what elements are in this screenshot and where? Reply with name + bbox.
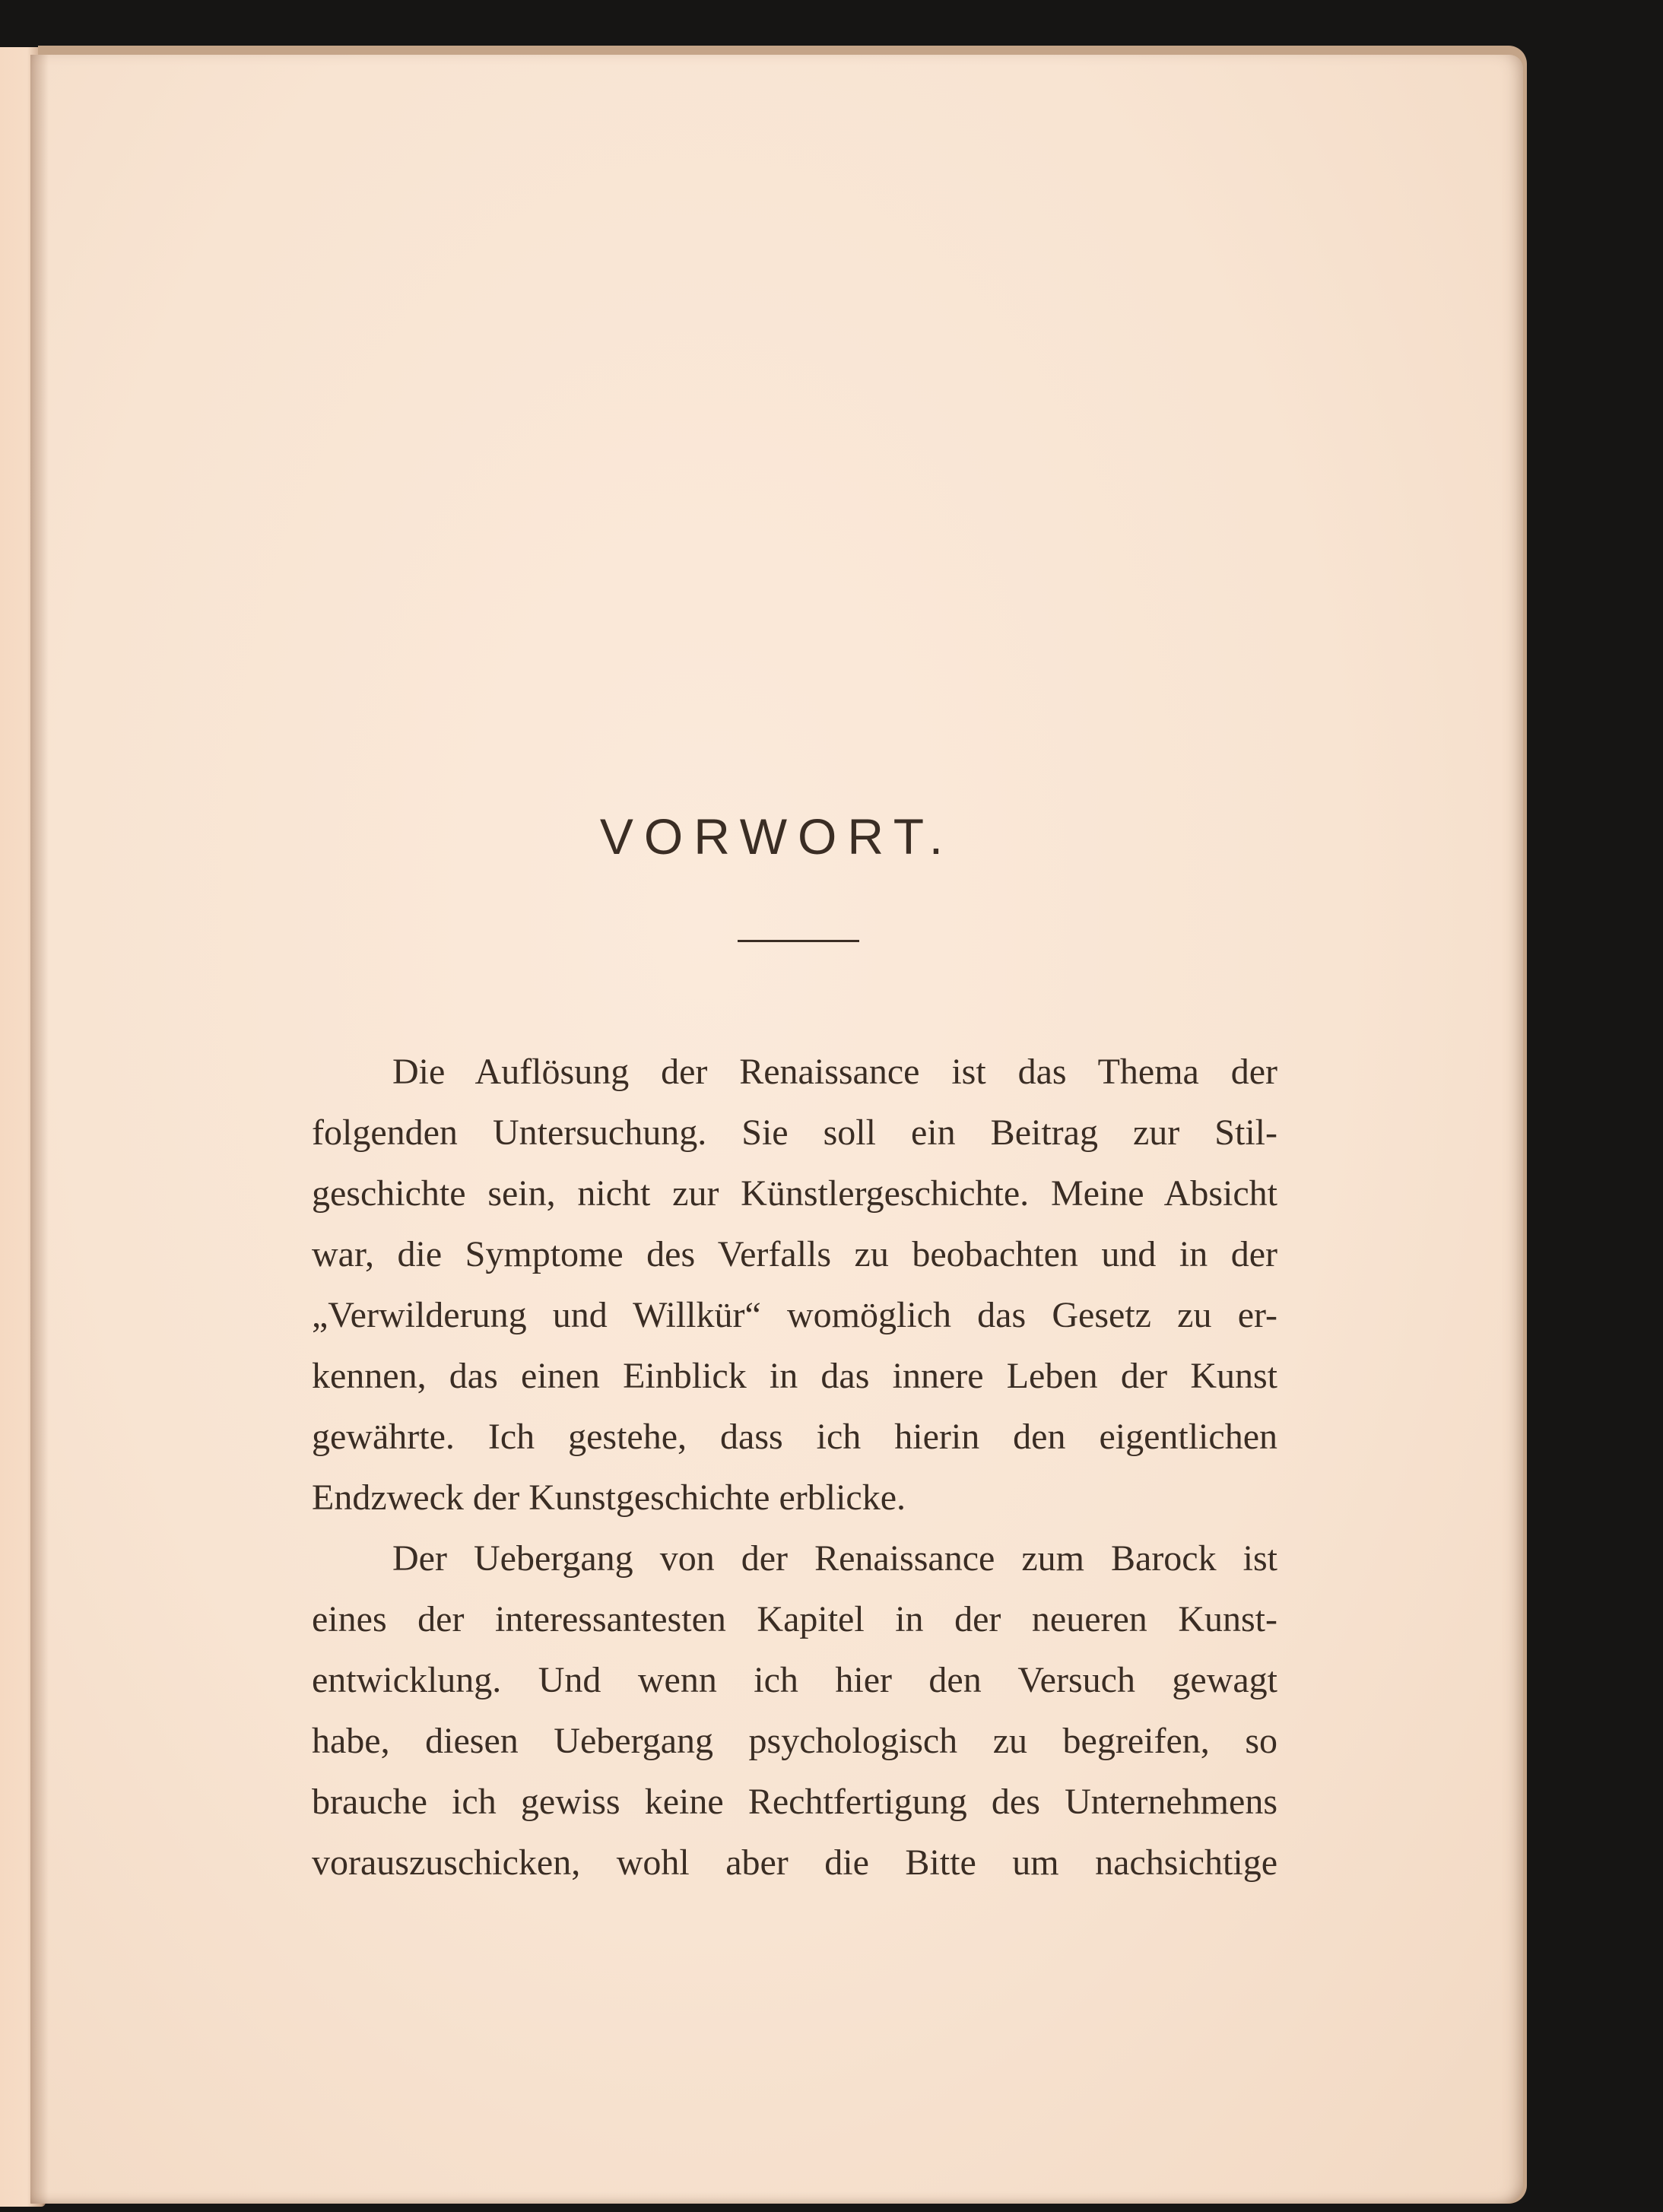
text-line: brauche ich gewiss keine Rechtfertigung des Unternehmens	[312, 1782, 1277, 1822]
text-line: Endzweck der Kunstgeschichte erblicke.	[312, 1477, 906, 1518]
text-line: vorauszuschicken, wohl aber die Bitte um nachsichtige	[312, 1842, 1277, 1883]
page-gutter	[30, 55, 49, 2204]
text-line: kennen, das einen Einblick in das innere Leben der Kunst	[312, 1356, 1277, 1396]
text-line: entwicklung. Und wenn ich hier den Versuch gewagt	[312, 1660, 1277, 1700]
text-line: habe, diesen Uebergang psychologisch zu begreifen, so	[312, 1721, 1277, 1761]
text-line: geschichte sein, nicht zur Künstlergeschichte. Meine Absicht	[312, 1173, 1277, 1214]
text-line: „Verwilderung und Willkür“ womöglich das Gesetz zu er-	[312, 1295, 1277, 1335]
text-line: gewährte. Ich gestehe, dass ich hierin den eigentlichen	[312, 1417, 1277, 1457]
text-line: Der Uebergang von der Renaissance zum Barock ist	[392, 1538, 1277, 1579]
text-line: war, die Symptome des Verfalls zu beobachten und in der	[312, 1234, 1277, 1274]
text-line: folgenden Untersuchung. Sie soll ein Beitrag zur Stil-	[312, 1112, 1277, 1153]
body-text	[312, 1042, 1277, 1893]
text-line: Die Auflösung der Renaissance ist das Thema der	[392, 1052, 1277, 1092]
text-line: eines der interessantesten Kapitel in der neueren Kunst-	[312, 1599, 1277, 1639]
title-divider	[738, 940, 859, 942]
page-title: VORWORT.	[599, 808, 954, 865]
